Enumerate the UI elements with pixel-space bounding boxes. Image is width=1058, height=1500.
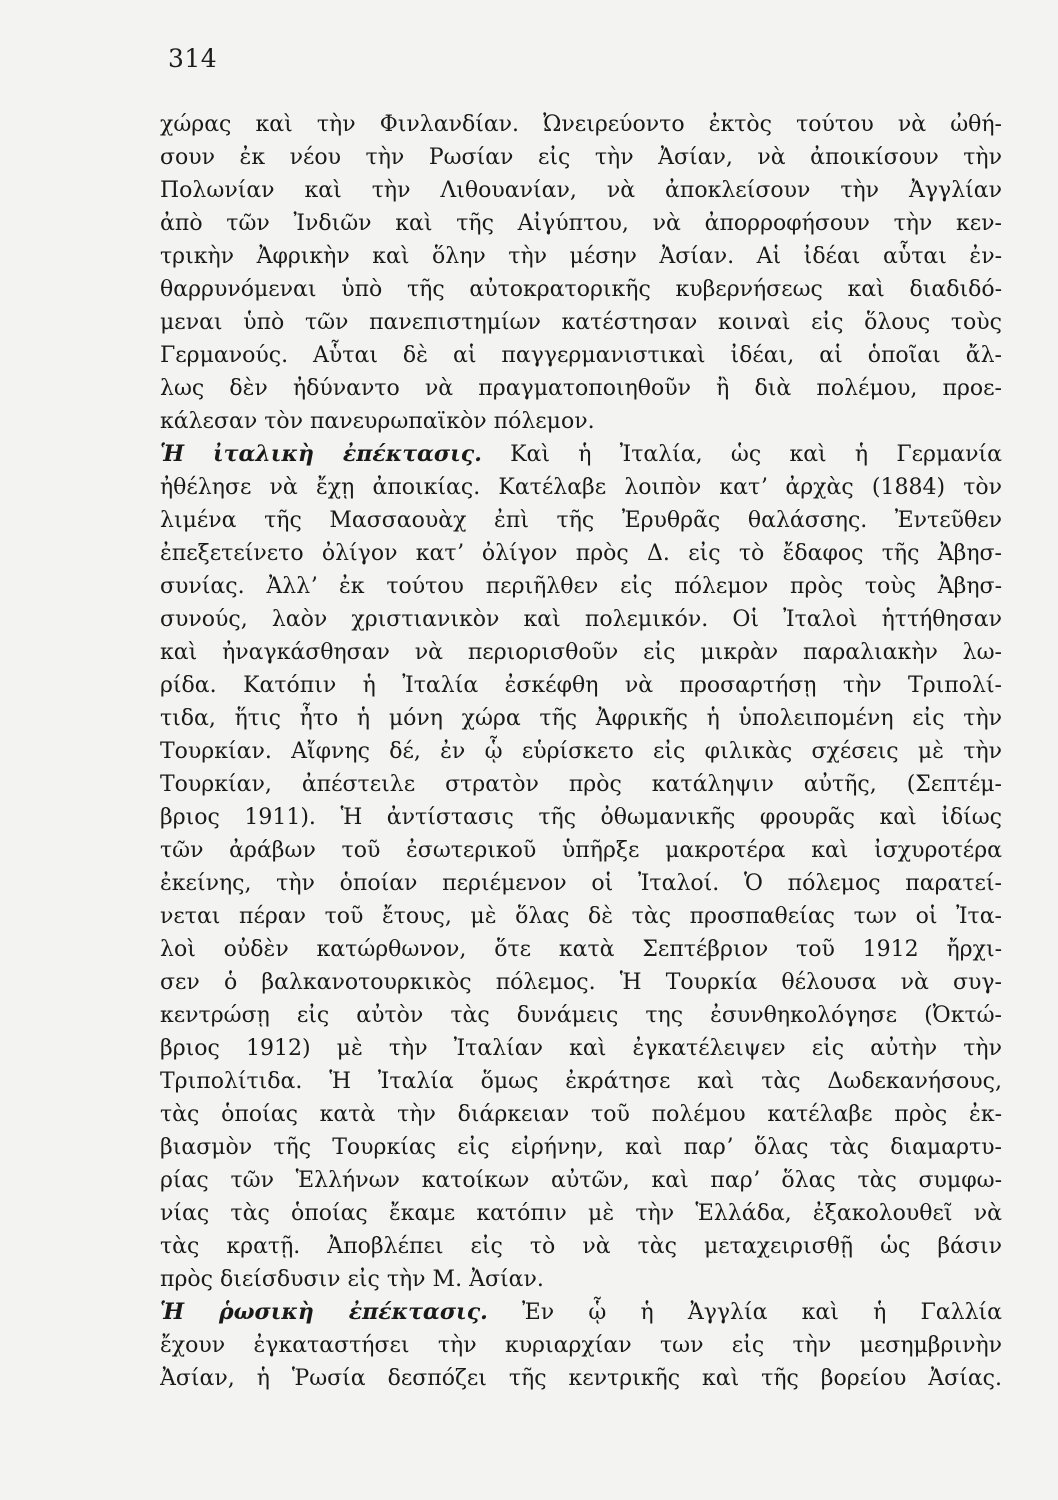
page-number: 314 <box>168 44 218 73</box>
body-text <box>160 108 1002 1395</box>
text-line: Ἀσίαν, ἡ Ῥωσία δεσπόζει τῆς κεντρικῆς καὶ τῆς βορείου Ἀσίας. <box>160 1366 1002 1391</box>
text-line: σεν ὁ βαλκανοτουρκικὸς πόλεμος. Ἡ Τουρκία θέλουσα νὰ συγ- <box>160 970 1002 995</box>
text-line: Τουρκίαν. Αἴφνης δέ, ἐν ᾧ εὑρίσκετο εἰς φιλικὰς σχέσεις μὲ τὴν <box>160 739 1002 764</box>
text-line: Πολωνίαν καὶ τὴν Λιθουανίαν, νὰ ἀποκλείσουν τὴν Ἀγγλίαν <box>160 178 1002 203</box>
text-line: ρίας τῶν Ἑλλήνων κατοίκων αὐτῶν, καὶ παρʼ ὅλας τὰς συμφω- <box>160 1168 1002 1193</box>
text-line: τιδα, ἥτις ἦτο ἡ μόνη χώρα τῆς Ἀφρικῆς ἡ ὑπολειπομένη εἰς τὴν <box>160 706 1002 731</box>
section-heading-russian: Ἡ ῥωσικὴ ἐπέκτασις. <box>160 1299 488 1325</box>
text-line: ἔχουν ἐγκαταστήσει τὴν κυριαρχίαν των εἰς τὴν μεσημβρινὴν <box>160 1333 1002 1358</box>
text-line: ρίδα. Κατόπιν ἡ Ἰταλία ἐσκέφθη νὰ προσαρτήσῃ τὴν Τριπολί- <box>160 673 1002 698</box>
text-line: κεντρώσῃ εἰς αὐτὸν τὰς δυνάμεις της ἐσυνθηκολόγησε (Ὀκτώ- <box>160 1003 1002 1028</box>
text-line: ἐπεξετείνετο ὀλίγον κατʼ ὀλίγον πρὸς Δ. εἰς τὸ ἔδαφος τῆς Ἀβησ- <box>160 541 1002 566</box>
text-line: νίας τὰς ὁποίας ἔκαμε κατόπιν μὲ τὴν Ἑλλάδα, ἐξακολουθεῖ νὰ <box>160 1201 1002 1226</box>
text-line: νεται πέραν τοῦ ἔτους, μὲ ὅλας δὲ τὰς προσπαθείας των οἱ Ἰτα- <box>160 904 1002 929</box>
text-line: συνούς, λαὸν χριστιανικὸν καὶ πολεμικόν. Οἱ Ἰταλοὶ ἡττήθησαν <box>160 607 1002 632</box>
text-line: τρικὴν Ἀφρικὴν καὶ ὅλην τὴν μέσην Ἀσίαν. Αἱ ἰδέαι αὗται ἐν- <box>160 244 1002 269</box>
text-line: ἐκείνης, τὴν ὁποίαν περιέμενον οἱ Ἰταλοί. Ὁ πόλεμος παρατεί- <box>160 871 1002 896</box>
text-line: θαρρυνόμεναι ὑπὸ τῆς αὐτοκρατορικῆς κυβερνήσεως καὶ διαδιδό- <box>160 277 1002 302</box>
text-line: ἀπὸ τῶν Ἰνδιῶν καὶ τῆς Αἰγύπτου, νὰ ἀπορροφήσουν τὴν κεν- <box>160 211 1002 236</box>
text-line: συνίας. Ἀλλʼ ἐκ τούτου περιῆλθεν εἰς πόλεμον πρὸς τοὺς Ἀβησ- <box>160 574 1002 599</box>
text-line: λιμένα τῆς Μασσαουὰχ ἐπὶ τῆς Ἐρυθρᾶς θαλάσσης. Ἐντεῦθεν <box>160 508 1002 533</box>
text-line: σουν ἐκ νέου τὴν Ρωσίαν εἰς τὴν Ἀσίαν, νὰ ἀποικίσουν τὴν <box>160 145 1002 170</box>
text-line: βριος 1911). Ἡ ἀντίστασις τῆς ὀθωμανικῆς φρουρᾶς καὶ ἰδίως <box>160 805 1002 830</box>
text-line: βριος 1912) μὲ τὴν Ἰταλίαν καὶ ἐγκατέλειψεν εἰς αὐτὴν τὴν <box>160 1036 1002 1061</box>
text-line: λως δὲν ἠδύναντο νὰ πραγματοποιηθοῦν ἢ διὰ πολέμου, προε- <box>160 376 1002 401</box>
text-line: τὰς κρατῇ. Ἀποβλέπει εἰς τὸ νὰ τὰς μεταχειρισθῇ ὡς βάσιν <box>160 1234 1002 1259</box>
text-line: Γερμανούς. Αὗται δὲ αἱ παγγερμανιστικαὶ ἰδέαι, αἱ ὁποῖαι ἄλ- <box>160 343 1002 368</box>
text-line: Ἐν ᾧ ἡ Ἀγγλία καὶ ἡ Γαλλία <box>521 1300 1002 1325</box>
text-line: Τουρκίαν, ἀπέστειλε στρατὸν πρὸς κατάληψιν αὐτῆς, (Σεπτέμ- <box>160 772 1002 797</box>
text-line: καὶ ἠναγκάσθησαν νὰ περιορισθοῦν εἰς μικρὰν παραλιακὴν λω- <box>160 640 1002 665</box>
text-line: τῶν ἀράβων τοῦ ἐσωτερικοῦ ὑπῆρξε μακροτέρα καὶ ἰσχυροτέρα <box>160 838 1002 863</box>
section-heading-italian: Ἡ ἰταλικὴ ἐπέκτασις. <box>160 441 482 467</box>
text-line: ἠθέλησε νὰ ἔχῃ ἀποικίας. Κατέλαβε λοιπὸν κατʼ ἀρχὰς (1884) τὸν <box>160 475 1002 500</box>
text-line: Τριπολίτιδα. Ἡ Ἰταλία ὅμως ἐκράτησε καὶ τὰς Δωδεκανήσους, <box>160 1069 1002 1094</box>
text-line: τὰς ὁποίας κατὰ τὴν διάρκειαν τοῦ πολέμου κατέλαβε πρὸς ἐκ- <box>160 1102 1002 1127</box>
text-line: μεναι ὑπὸ τῶν πανεπιστημίων κατέστησαν κοιναὶ εἰς ὅλους τοὺς <box>160 310 1002 335</box>
text-line: πρὸς διείσδυσιν εἰς τὴν Μ. Ἀσίαν. <box>160 1267 544 1292</box>
text-line-with-heading <box>160 438 1002 471</box>
text-line: λοὶ οὐδὲν κατώρθωνον, ὅτε κατὰ Σεπτέβριον τοῦ 1912 ἤρχι- <box>160 937 1002 962</box>
text-line: Καὶ ἡ Ἰταλία, ὡς καὶ ἡ Γερμανία <box>510 442 1002 467</box>
text-line: χώρας καὶ τὴν Φινλανδίαν. Ὠνειρεύοντο ἐκτὸς τούτου νὰ ὠθή- <box>160 112 1002 137</box>
text-line: βιασμὸν τῆς Τουρκίας εἰς εἰρήνην, καὶ παρʼ ὅλας τὰς διαμαρτυ- <box>160 1135 1002 1160</box>
text-line-with-heading <box>160 1296 1002 1329</box>
text-line: κάλεσαν τὸν πανευρωπαϊκὸν πόλεμον. <box>160 409 595 434</box>
